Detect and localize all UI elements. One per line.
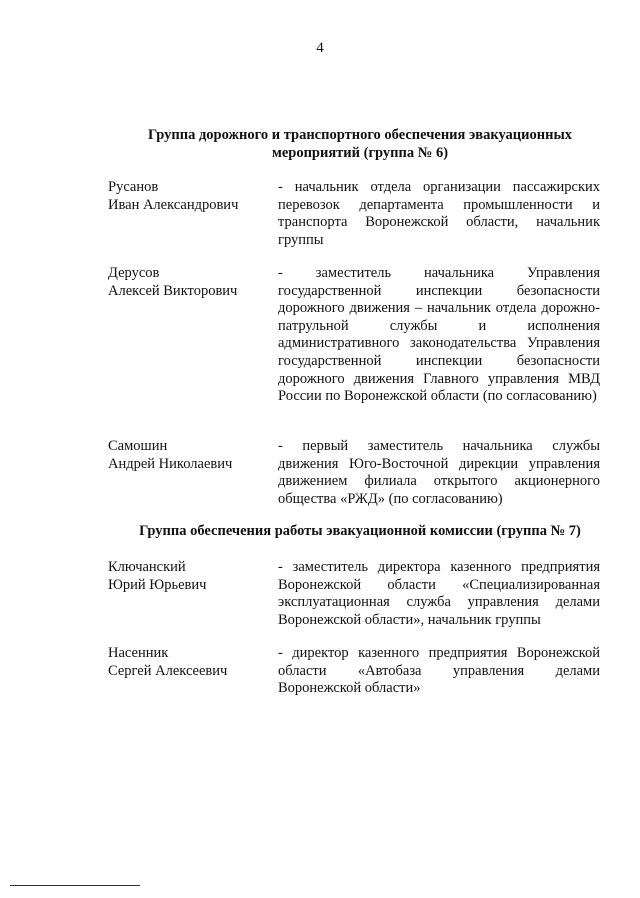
member-given-names: Алексей Викторович bbox=[108, 282, 238, 299]
member-name bbox=[108, 265, 278, 406]
group-7-heading-line-1: Группа обеспечения работы эвакуационной комиссии (группа № 7) bbox=[139, 523, 581, 539]
member-entry bbox=[108, 179, 600, 249]
member-surname: Ключанский bbox=[108, 559, 186, 575]
group-6-heading-line-2: мероприятий (группа № 6) bbox=[271, 145, 449, 161]
member-given-names: Сергей Алексеевич bbox=[108, 662, 228, 679]
member-surname: Дерусов bbox=[108, 265, 160, 281]
member-surname: Русанов bbox=[108, 179, 159, 195]
member-role: - заместитель начальника Управления государственной инспекции безопасности дорожного движения – начальник отдела дорожно-патрульной службы и исполнения административного законодательства Управления государственной инспекции безопасности дорожного движения Главного управления МВД России по Воронежской области (по согласованию) bbox=[278, 265, 600, 405]
member-entry bbox=[108, 438, 600, 508]
member-role: - директор казенного предприятия Воронежской области «Автобаза управления делами Воронежской области» bbox=[278, 645, 600, 697]
member-entry bbox=[108, 645, 600, 698]
page-number: 4 bbox=[316, 40, 324, 56]
group-6-heading bbox=[100, 126, 620, 162]
member-role: - начальник отдела организации пассажирских перевозок департамента промышленности и транспорта Воронежской области, начальник группы bbox=[278, 179, 600, 248]
group-7-heading bbox=[100, 522, 620, 540]
member-name bbox=[108, 559, 278, 629]
member-entry bbox=[108, 265, 600, 406]
footer-divider bbox=[10, 885, 140, 886]
member-entry bbox=[108, 559, 600, 629]
member-given-names: Юрий Юрьевич bbox=[108, 576, 207, 593]
group-6-heading-line-1: Группа дорожного и транспортного обеспечения эвакуационных bbox=[147, 127, 573, 143]
member-surname: Насенник bbox=[108, 645, 169, 661]
member-name bbox=[108, 438, 278, 508]
member-given-names: Андрей Николаевич bbox=[108, 455, 233, 472]
member-name bbox=[108, 645, 278, 698]
member-surname: Самошин bbox=[108, 438, 168, 454]
member-role: - первый заместитель начальника службы движения Юго-Восточной дирекции управления движением филиала открытого акционерного общества «РЖД» (по согласованию) bbox=[278, 438, 600, 507]
member-name bbox=[108, 179, 278, 249]
member-given-names: Иван Александрович bbox=[108, 196, 239, 213]
member-role: - заместитель директора казенного предприятия Воронежской области «Специализированная эксплуатационная служба управления делами Воронежской области», начальник группы bbox=[278, 559, 600, 628]
